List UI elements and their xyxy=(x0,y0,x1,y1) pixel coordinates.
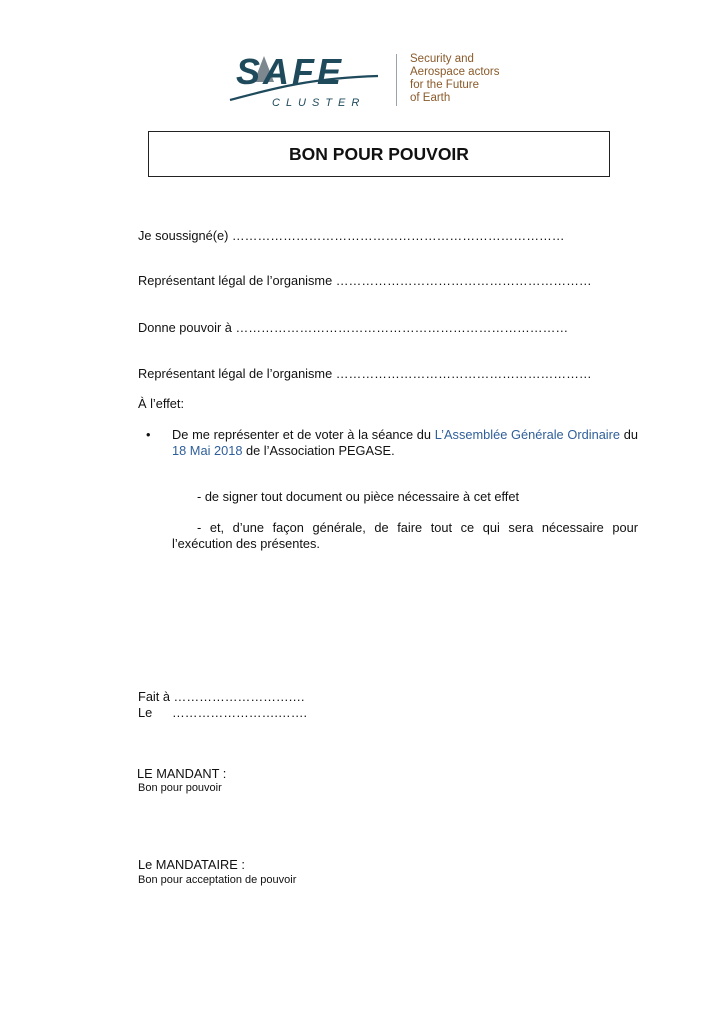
tagline-line: Security and xyxy=(410,53,474,65)
purpose-du: du xyxy=(620,427,638,442)
effet-label: À l’effet: xyxy=(138,396,185,411)
purpose-suffix: de l’Association PEGASE. xyxy=(242,443,395,458)
clause-sign: - de signer tout document ou pièce nécessaire à cet effet xyxy=(197,489,520,504)
purpose-prefix: De me représenter et de voter à la séance du xyxy=(172,427,435,442)
bullet-icon: • xyxy=(146,427,151,442)
tagline-line: Aerospace actors xyxy=(410,66,500,78)
clause-general: - et, d’une façon générale, de faire tout ce qui sera nécessaire pour l’exécution des présentes. xyxy=(172,520,638,551)
mandataire-heading: Le MANDATAIRE : xyxy=(138,857,245,872)
pouvoir-field: Donne pouvoir à …………………………………………………………………… xyxy=(138,320,569,335)
purpose-paragraph xyxy=(172,427,638,459)
mandant-heading: LE MANDANT : xyxy=(137,766,227,781)
tagline-line: of Earth xyxy=(410,92,451,104)
soussigne-field: Je soussigné(e) …………………………………………………………………… xyxy=(138,228,565,243)
fait-a-field: Fait à ……………………….… xyxy=(138,689,306,704)
logo-separator xyxy=(396,54,397,106)
mandant-note: Bon pour pouvoir xyxy=(138,782,222,794)
logo-tagline xyxy=(410,53,500,105)
document-title: BON POUR POUVOIR xyxy=(148,131,610,177)
le-label: Le xyxy=(138,705,153,720)
le-date-field: …………………….……. xyxy=(172,705,308,720)
safe-cluster-logo xyxy=(228,50,388,110)
assembly-date: 18 Mai 2018 xyxy=(172,443,243,458)
organisme-field-2: Représentant légal de l’organisme …………………………………………………… xyxy=(138,366,592,381)
logo-wordmark: SAFE xyxy=(236,51,345,92)
mandataire-note: Bon pour acceptation de pouvoir xyxy=(138,874,297,886)
organisme-field-1: Représentant légal de l’organisme …………………………………………………… xyxy=(138,273,592,288)
logo-subtitle: CLUSTER xyxy=(272,97,366,109)
tagline-line: for the Future xyxy=(410,79,480,91)
assembly-name: L’Assemblée Générale Ordinaire xyxy=(434,427,621,442)
